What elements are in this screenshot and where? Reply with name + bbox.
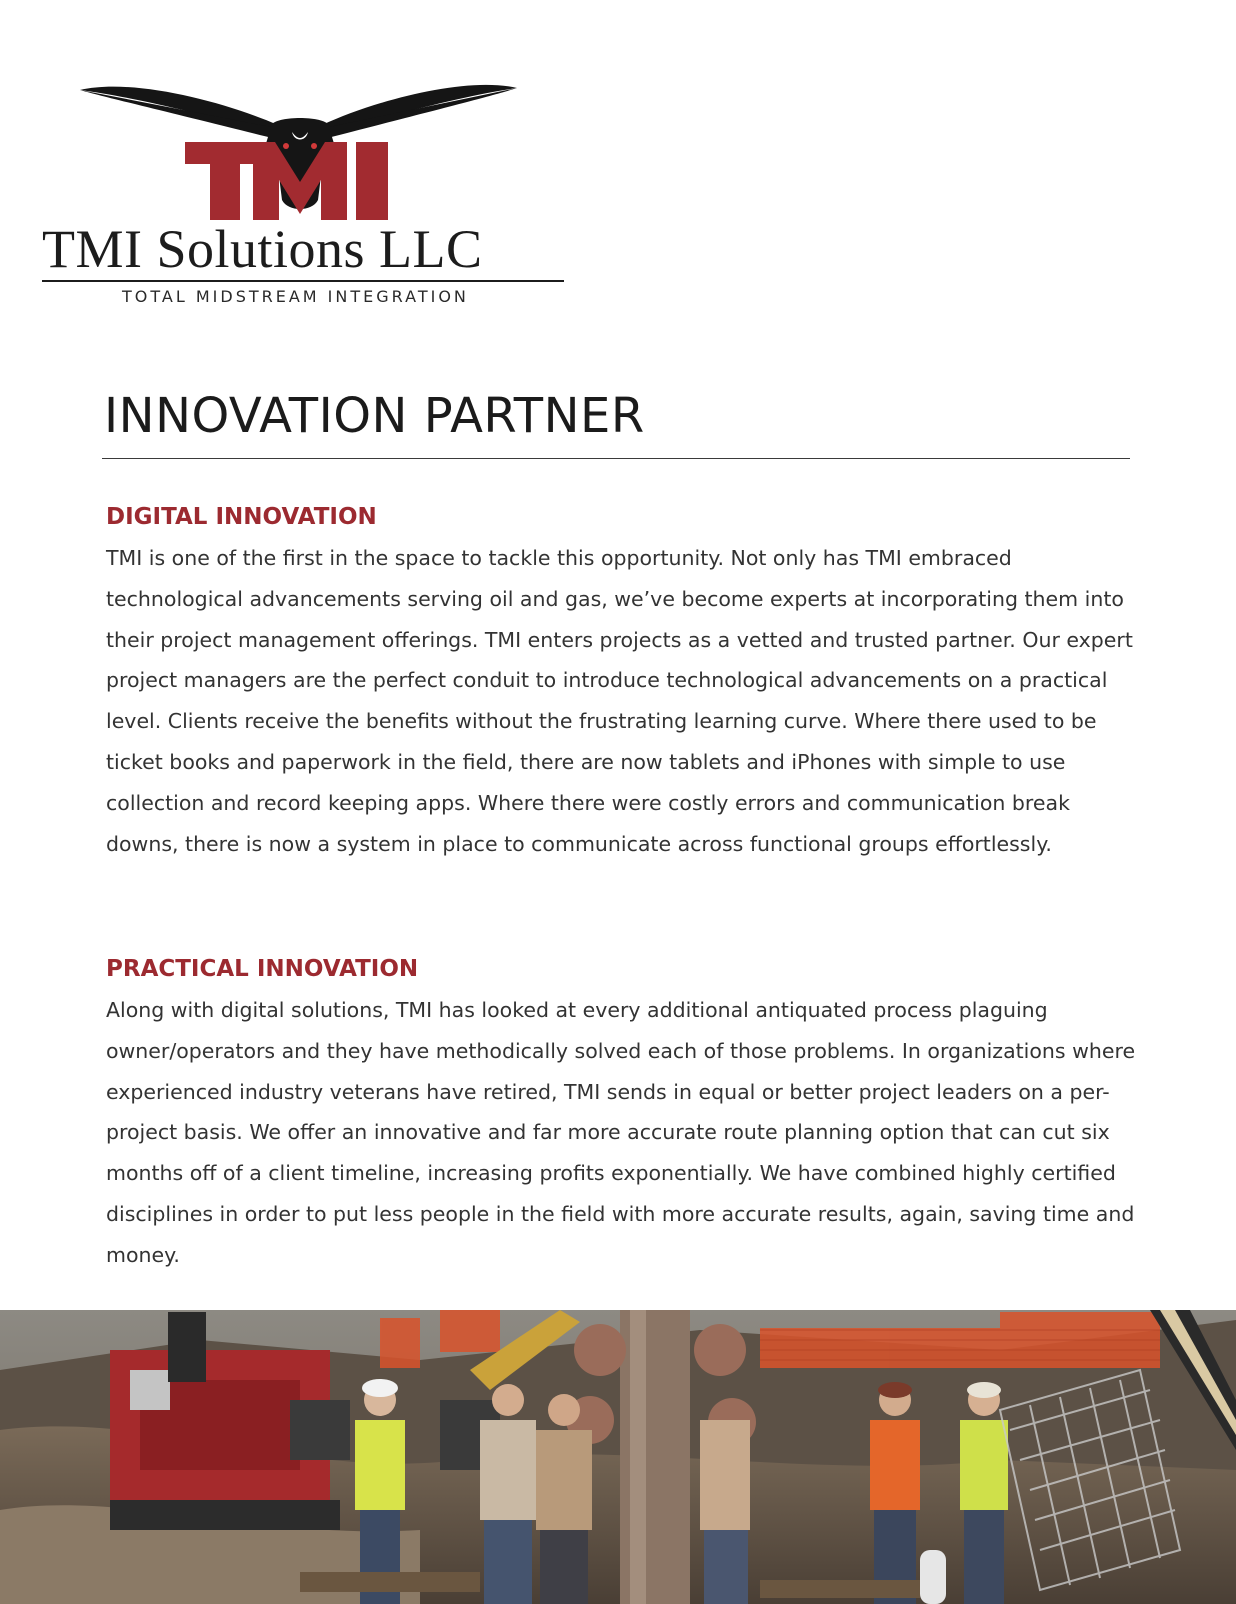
- section-body: Along with digital solutions, TMI has looked at every additional antiquated process plaguing owner/operators and they have methodically solved each of those problems. In organizations where experienced industry veterans have retired, TMI sends in equal or better project leaders on a per-project basis. We offer an innovative and far more accurate route planning option that can cut six months off of a client timeline, increasing profits exponentially. We have combined highly certified disciplines in order to put less people in the field with more accurate results, again, saving time and money.: [106, 998, 1136, 1267]
- logo-tagline: TOTAL MIDSTREAM INTEGRATION: [122, 287, 469, 306]
- logo-wordmark-text: TMI Solutions LLC: [42, 219, 483, 279]
- longhorn-logo-icon: [40, 80, 570, 230]
- page-title: INNOVATION PARTNER: [104, 388, 645, 444]
- section-heading: DIGITAL INNOVATION: [106, 504, 377, 530]
- pipeline-crew-image: [0, 1310, 1236, 1604]
- construction-site-photo: [0, 1310, 1236, 1604]
- logo-wordmark: [42, 219, 564, 279]
- section-digital-innovation: [106, 502, 1136, 864]
- logo-underline: [42, 280, 564, 282]
- section-practical-innovation: [106, 954, 1136, 1276]
- company-logo: [40, 80, 570, 320]
- title-divider: [102, 458, 1130, 459]
- section-heading: PRACTICAL INNOVATION: [106, 956, 419, 982]
- section-body: TMI is one of the first in the space to tackle this opportunity. Not only has TMI embraced technological advancements serving oil and gas, we’ve become experts at incorporating them into their project management offerings. TMI enters projects as a vetted and trusted partner. Our expert project managers are the perfect conduit to introduce technological advancements on a practical level. Clients receive the benefits without the frustrating learning curve. Where there used to be ticket books and paperwork in the field, there are now tablets and iPhones with simple to use collection and record keeping apps. Where there were costly errors and communication break downs, there is now a system in place to communicate across functional groups effortlessly.: [106, 546, 1133, 856]
